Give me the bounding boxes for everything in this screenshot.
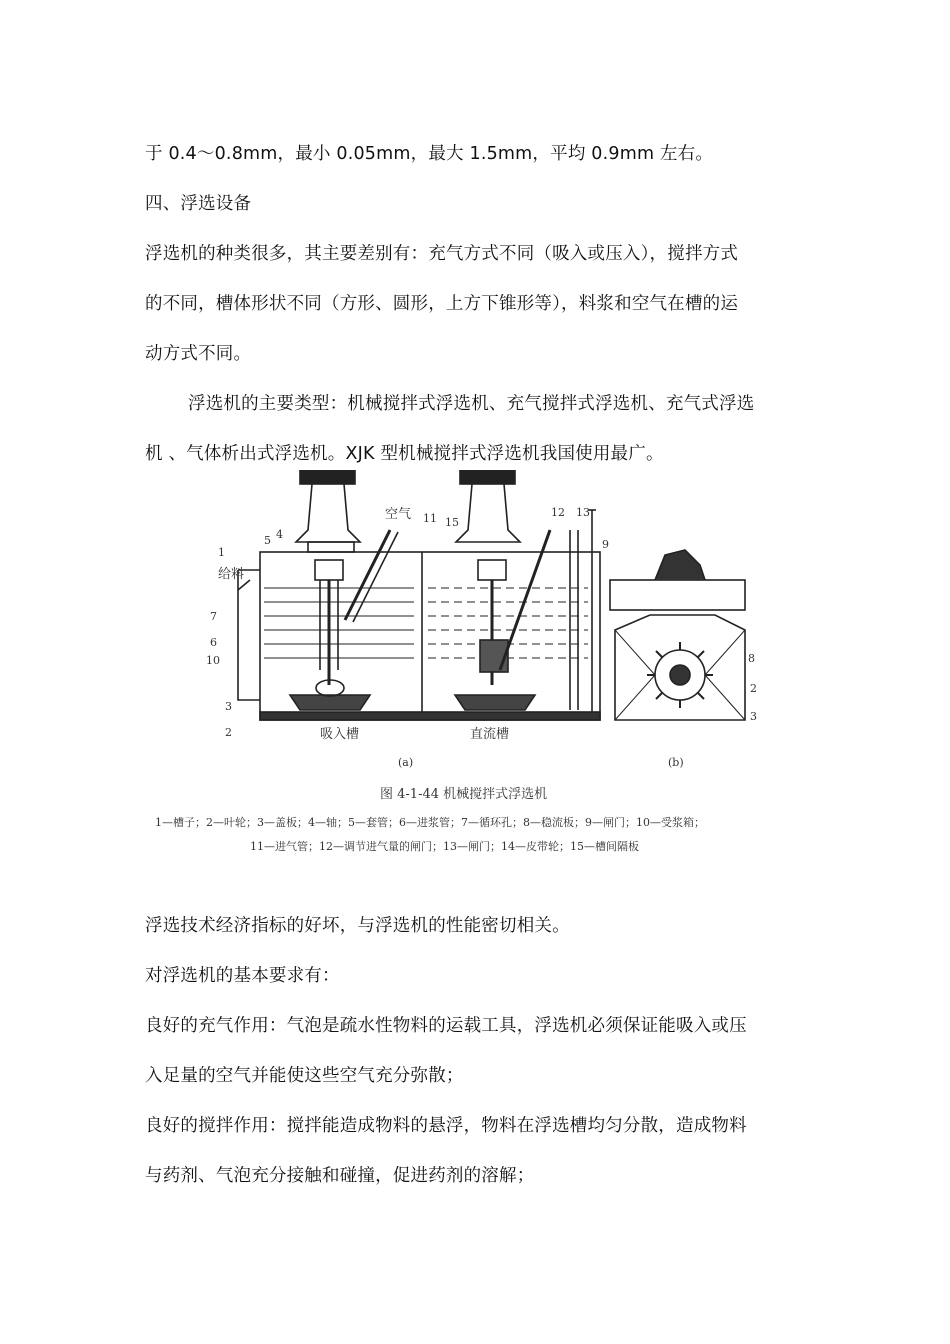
num-2: 2 (225, 726, 232, 739)
text-line-9: 对浮选机的基本要求有： (145, 966, 340, 986)
text-line-13: 与药剂、气泡充分接触和碰撞，促进药剂的溶解； (145, 1166, 535, 1186)
num-b8: 8 (748, 652, 755, 665)
text-line-12: 良好的搅拌作用：搅拌能造成物料的悬浮，物料在浮选槽均匀分散，造成物料 (145, 1116, 747, 1136)
num-7: 7 (210, 610, 217, 623)
text-line-7: 机 、气体析出式浮选机。XJK 型机械搅拌式浮选机我国使用最广。 (145, 444, 664, 464)
text-line-6: 浮选机的主要类型：机械搅拌式浮选机、充气搅拌式浮选机、充气式浮选 (188, 394, 755, 414)
label-air: 空气 (385, 507, 412, 522)
figure-caption: 图 4-1-44 机械搅拌式浮选机 (380, 787, 548, 802)
num-b2: 2 (750, 682, 757, 695)
text-line-5: 动方式不同。 (145, 344, 252, 364)
num-b3: 3 (750, 710, 757, 723)
num-13: 13 (576, 506, 590, 519)
text-line-8: 浮选技术经济指标的好坏，与浮选机的性能密切相关。 (145, 916, 570, 936)
num-3: 3 (225, 700, 232, 713)
num-11: 11 (423, 512, 437, 525)
text-line-3: 浮选机的种类很多，其主要差别有：充气方式不同（吸入或压入），搅拌方式 (145, 244, 739, 264)
section-heading: 四、浮选设备 (145, 194, 252, 214)
text-line-11: 入足量的空气并能使这些空气充分弥散； (145, 1066, 464, 1086)
figure-legend-1: 1—槽子；2—叶轮；3—盖板；4—轴；5—套管；6—进浆管；7—循环孔；8—稳流板；9—闸门；10—受浆箱； (155, 816, 705, 829)
label-a: (a) (398, 756, 414, 769)
label-b: (b) (668, 756, 684, 769)
flotation-machine-figure (140, 470, 820, 865)
label-feed: 给料 (218, 567, 245, 582)
num-1: 1 (218, 546, 225, 559)
label-direct-cell: 直流槽 (470, 727, 510, 742)
num-4: 4 (276, 528, 283, 541)
num-6: 6 (210, 636, 217, 649)
num-5: 5 (264, 534, 271, 547)
num-9: 9 (602, 538, 609, 551)
num-15: 15 (445, 516, 459, 529)
view-b-top (610, 580, 745, 610)
text-line-4: 的不同，槽体形状不同（方形、圆形，上方下锥形等），料浆和空气在槽的运 (145, 294, 739, 314)
text-line-10: 良好的充气作用：气泡是疏水性物料的运载工具，浮选机必须保证能吸入或压 (145, 1016, 747, 1036)
num-12: 12 (551, 506, 565, 519)
num-10: 10 (206, 654, 220, 667)
figure-legend-2: 11—进气管；12—调节进气量的闸门；13—闸门；14—皮带轮；15—槽间隔板 (250, 840, 639, 853)
label-suction-cell: 吸入槽 (320, 727, 360, 742)
text-line-1: 于 0.4～0.8mm，最小 0.05mm，最大 1.5mm，平均 0.9mm 左右。 (145, 144, 714, 164)
